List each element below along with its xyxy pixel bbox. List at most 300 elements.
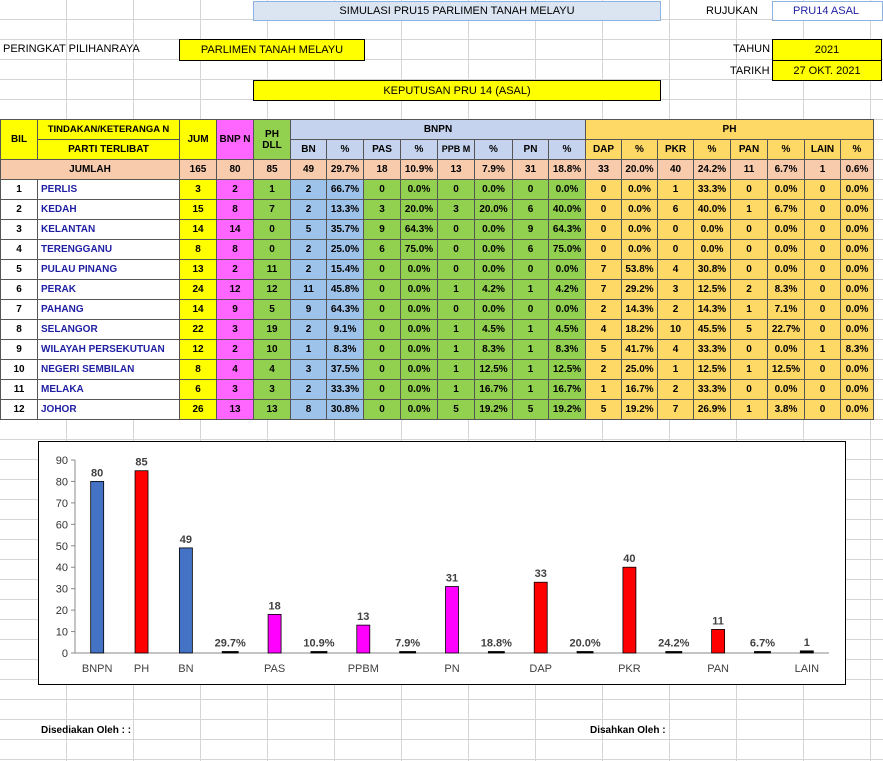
row-cell[interactable]: 0.0%: [841, 280, 874, 300]
table-row: [1, 240, 874, 260]
row-cell[interactable]: 6: [364, 240, 401, 260]
row-cell[interactable]: 22.7%: [768, 320, 805, 340]
row-cell[interactable]: 64.3%: [327, 300, 364, 320]
row-cell[interactable]: 0.0%: [622, 200, 658, 220]
row-cell[interactable]: 0.0%: [694, 220, 731, 240]
y-tick-label: 80: [55, 476, 68, 489]
row-state-name: JOHOR: [38, 400, 180, 420]
row-cell[interactable]: 19.2%: [475, 400, 513, 420]
row-cell[interactable]: 3: [254, 380, 291, 400]
col-tindakan: TINDAKAN/KETERANGA N: [38, 120, 180, 140]
subhead-13: %: [768, 140, 805, 160]
row-cell[interactable]: 64.3%: [549, 220, 586, 240]
row-cell[interactable]: 0.0%: [841, 360, 874, 380]
y-tick-label: 20: [55, 605, 68, 618]
row-cell[interactable]: 0: [805, 220, 841, 240]
data-label: 40: [623, 553, 636, 566]
row-cell[interactable]: 0.0%: [841, 180, 874, 200]
row-cell[interactable]: 0.0%: [841, 200, 874, 220]
row-cell[interactable]: 0.0%: [475, 220, 513, 240]
row-cell[interactable]: 0: [438, 180, 475, 200]
row-cell[interactable]: 7: [658, 400, 694, 420]
x-tick-label: PAN: [707, 663, 730, 675]
jumlah-cell: 18.8%: [549, 160, 586, 180]
row-cell[interactable]: 3: [438, 200, 475, 220]
subhead-3: %: [401, 140, 438, 160]
row-cell[interactable]: 0.0%: [401, 300, 438, 320]
row-cell[interactable]: 0: [438, 300, 475, 320]
row-cell[interactable]: 2: [291, 380, 327, 400]
row-cell[interactable]: 12: [217, 280, 254, 300]
row-cell[interactable]: 45.8%: [327, 280, 364, 300]
row-cell[interactable]: 19: [254, 320, 291, 340]
row-cell[interactable]: 5: [438, 400, 475, 420]
row-cell[interactable]: 0: [805, 280, 841, 300]
tahun-value[interactable]: 2021: [772, 39, 882, 61]
row-cell[interactable]: 7.1%: [768, 300, 805, 320]
row-cell[interactable]: 0: [731, 340, 768, 360]
row-cell[interactable]: 53.8%: [622, 260, 658, 280]
data-label: 24.2%: [658, 637, 690, 650]
row-cell[interactable]: 0.0%: [841, 220, 874, 240]
row-cell[interactable]: 0.0%: [768, 260, 805, 280]
row-cell[interactable]: 45.5%: [694, 320, 731, 340]
bar-ppbm-: [400, 652, 416, 654]
bar-bnpn: [91, 481, 104, 653]
row-cell[interactable]: 2: [291, 260, 327, 280]
row-cell[interactable]: 1: [438, 320, 475, 340]
row-cell[interactable]: 11: [254, 260, 291, 280]
row-cell[interactable]: 66.7%: [327, 180, 364, 200]
row-cell[interactable]: 18.2%: [622, 320, 658, 340]
row-cell[interactable]: 5: [586, 340, 622, 360]
row-cell[interactable]: 7: [586, 280, 622, 300]
row-bil: 4: [1, 240, 38, 260]
row-cell[interactable]: 8: [291, 400, 327, 420]
row-cell[interactable]: 26.9%: [694, 400, 731, 420]
row-cell[interactable]: 2: [217, 180, 254, 200]
row-bil: 5: [1, 260, 38, 280]
row-cell[interactable]: 19.2%: [622, 400, 658, 420]
row-cell[interactable]: 2: [731, 280, 768, 300]
y-tick-label: 60: [55, 519, 68, 532]
jumlah-cell: 31: [513, 160, 549, 180]
row-cell[interactable]: 0.0%: [475, 240, 513, 260]
data-label: 49: [179, 533, 193, 546]
row-cell[interactable]: 9: [513, 220, 549, 240]
row-cell[interactable]: 20.0%: [401, 200, 438, 220]
row-cell[interactable]: 75.0%: [549, 240, 586, 260]
chart-svg: [39, 442, 845, 684]
row-cell[interactable]: 6: [513, 200, 549, 220]
rujukan-value[interactable]: PRU14 ASAL: [772, 1, 883, 21]
y-tick-label: 70: [55, 497, 68, 510]
row-cell[interactable]: 1: [731, 200, 768, 220]
row-cell[interactable]: 20.0%: [475, 200, 513, 220]
table-row: [1, 300, 874, 320]
row-cell[interactable]: 8.3%: [768, 280, 805, 300]
row-cell[interactable]: 1: [438, 380, 475, 400]
row-cell[interactable]: 16.7%: [622, 380, 658, 400]
row-cell[interactable]: 15.4%: [327, 260, 364, 280]
row-cell[interactable]: 13: [217, 400, 254, 420]
row-cell[interactable]: 4.2%: [475, 280, 513, 300]
row-cell[interactable]: 0.0%: [694, 240, 731, 260]
row-cell[interactable]: 0: [805, 200, 841, 220]
row-cell[interactable]: 1: [658, 360, 694, 380]
row-cell[interactable]: 0.0%: [841, 260, 874, 280]
row-cell[interactable]: 3: [658, 280, 694, 300]
row-cell[interactable]: 4: [254, 360, 291, 380]
row-cell[interactable]: 0: [731, 380, 768, 400]
row-cell[interactable]: 6.7%: [768, 200, 805, 220]
row-cell[interactable]: 0: [364, 260, 401, 280]
row-cell[interactable]: 40.0%: [549, 200, 586, 220]
row-cell[interactable]: 75.0%: [401, 240, 438, 260]
row-cell[interactable]: 3: [217, 380, 254, 400]
row-cell[interactable]: 0.0%: [841, 320, 874, 340]
row-cell[interactable]: 14: [217, 220, 254, 240]
row-cell[interactable]: 33.3%: [327, 380, 364, 400]
keputusan-banner: KEPUTUSAN PRU 14 (ASAL): [253, 80, 661, 101]
row-cell[interactable]: 1: [658, 180, 694, 200]
row-cell[interactable]: 4: [658, 340, 694, 360]
data-label: 1: [803, 636, 810, 649]
row-cell[interactable]: 29.2%: [622, 280, 658, 300]
row-state-name: WILAYAH PERSEKUTUAN: [38, 340, 180, 360]
y-tick-label: 0: [61, 648, 68, 660]
row-cell[interactable]: 2: [586, 300, 622, 320]
row-cell[interactable]: 0.0%: [841, 380, 874, 400]
row-cell[interactable]: 1: [731, 300, 768, 320]
row-cell[interactable]: 1: [586, 380, 622, 400]
jumlah-cell: 11: [731, 160, 768, 180]
row-cell[interactable]: 30.8%: [327, 400, 364, 420]
row-cell[interactable]: 0: [586, 200, 622, 220]
row-cell[interactable]: 1: [291, 340, 327, 360]
row-cell[interactable]: 40.0%: [694, 200, 731, 220]
row-cell[interactable]: 0: [438, 260, 475, 280]
peringkat-value[interactable]: PARLIMEN TANAH MELAYU: [179, 39, 365, 61]
col-parti: PARTI TERLIBAT: [38, 140, 180, 160]
row-cell[interactable]: 6: [180, 380, 217, 400]
subhead-5: %: [475, 140, 513, 160]
row-cell[interactable]: 0: [805, 320, 841, 340]
row-cell[interactable]: 2: [291, 180, 327, 200]
row-cell[interactable]: 0.0%: [549, 260, 586, 280]
row-cell[interactable]: 0.0%: [549, 300, 586, 320]
row-cell[interactable]: 33.3%: [694, 180, 731, 200]
jumlah-cell: 6.7%: [768, 160, 805, 180]
bar-dap-: [577, 652, 593, 654]
row-cell[interactable]: 1: [513, 340, 549, 360]
row-cell[interactable]: 8: [180, 240, 217, 260]
row-cell[interactable]: 14.3%: [622, 300, 658, 320]
row-cell[interactable]: 5: [513, 400, 549, 420]
row-cell[interactable]: 5: [254, 300, 291, 320]
row-cell[interactable]: 13: [180, 260, 217, 280]
row-cell[interactable]: 24: [180, 280, 217, 300]
row-cell[interactable]: 0.0%: [401, 360, 438, 380]
jumlah-cell: 20.0%: [622, 160, 658, 180]
row-bil: 11: [1, 380, 38, 400]
row-cell[interactable]: 5: [731, 320, 768, 340]
row-cell[interactable]: 8: [180, 360, 217, 380]
row-cell[interactable]: 0: [513, 180, 549, 200]
row-cell[interactable]: 7: [254, 200, 291, 220]
row-cell[interactable]: 0.0%: [622, 240, 658, 260]
row-state-name: MELAKA: [38, 380, 180, 400]
col-bnpn: BNP N: [217, 120, 254, 160]
row-cell[interactable]: 37.5%: [327, 360, 364, 380]
jumlah-cell: 24.2%: [694, 160, 731, 180]
row-cell[interactable]: 1: [731, 400, 768, 420]
row-cell[interactable]: 6: [658, 200, 694, 220]
row-bil: 6: [1, 280, 38, 300]
row-cell[interactable]: 5: [586, 400, 622, 420]
jumlah-cell: 10.9%: [401, 160, 438, 180]
row-cell[interactable]: 30.8%: [694, 260, 731, 280]
row-cell[interactable]: 2: [658, 380, 694, 400]
row-cell[interactable]: 9: [364, 220, 401, 240]
row-cell[interactable]: 2: [291, 320, 327, 340]
data-label: 18.8%: [480, 637, 512, 650]
subhead-6: PN: [513, 140, 549, 160]
row-state-name: PULAU PINANG: [38, 260, 180, 280]
row-cell[interactable]: 7: [586, 260, 622, 280]
row-cell[interactable]: 10: [658, 320, 694, 340]
row-cell[interactable]: 12: [254, 280, 291, 300]
tarikh-value[interactable]: 27 OKT. 2021: [772, 60, 882, 81]
row-cell[interactable]: 10: [254, 340, 291, 360]
row-cell[interactable]: 0: [254, 220, 291, 240]
bar-pn-: [488, 652, 504, 654]
row-cell[interactable]: 1: [254, 180, 291, 200]
row-cell[interactable]: 13.3%: [327, 200, 364, 220]
row-cell[interactable]: 0.0%: [549, 180, 586, 200]
bar-pkr-: [666, 652, 682, 654]
row-cell[interactable]: 3: [180, 180, 217, 200]
data-label: 29.7%: [214, 637, 246, 650]
row-cell[interactable]: 0: [438, 240, 475, 260]
row-cell[interactable]: 0: [805, 400, 841, 420]
table-row: [1, 400, 874, 420]
row-cell[interactable]: 0: [805, 240, 841, 260]
row-cell[interactable]: 4.5%: [549, 320, 586, 340]
row-cell[interactable]: 0.0%: [401, 260, 438, 280]
row-cell[interactable]: 2: [217, 340, 254, 360]
row-cell[interactable]: 0.0%: [475, 260, 513, 280]
row-cell[interactable]: 6: [513, 240, 549, 260]
row-cell[interactable]: 12.5%: [768, 360, 805, 380]
row-cell[interactable]: 0: [731, 240, 768, 260]
row-cell[interactable]: 0: [805, 180, 841, 200]
row-cell[interactable]: 22: [180, 320, 217, 340]
row-cell[interactable]: 25.0%: [327, 240, 364, 260]
row-cell[interactable]: 0.0%: [622, 180, 658, 200]
row-cell[interactable]: 0: [364, 360, 401, 380]
row-cell[interactable]: 9: [217, 300, 254, 320]
row-state-name: KELANTAN: [38, 220, 180, 240]
row-cell[interactable]: 1: [513, 280, 549, 300]
row-cell[interactable]: 3: [291, 360, 327, 380]
row-cell[interactable]: 12.5%: [549, 360, 586, 380]
row-cell[interactable]: 12.5%: [694, 280, 731, 300]
row-cell[interactable]: 3: [364, 200, 401, 220]
bar-dap: [534, 582, 547, 653]
row-cell[interactable]: 5: [291, 220, 327, 240]
jumlah-cell: 80: [217, 160, 254, 180]
row-cell[interactable]: 14: [180, 300, 217, 320]
row-cell[interactable]: 0: [364, 320, 401, 340]
row-cell[interactable]: 0.0%: [401, 340, 438, 360]
row-cell[interactable]: 0: [731, 220, 768, 240]
row-cell[interactable]: 0: [731, 180, 768, 200]
row-cell[interactable]: 0: [364, 280, 401, 300]
row-cell[interactable]: 8.3%: [327, 340, 364, 360]
row-cell[interactable]: 0: [805, 380, 841, 400]
row-cell[interactable]: 0: [364, 400, 401, 420]
row-cell[interactable]: 4: [586, 320, 622, 340]
row-cell[interactable]: 9: [291, 300, 327, 320]
row-cell[interactable]: 2: [586, 360, 622, 380]
row-cell[interactable]: 33.3%: [694, 380, 731, 400]
row-cell[interactable]: 0.0%: [768, 240, 805, 260]
row-cell[interactable]: 8: [217, 240, 254, 260]
row-cell[interactable]: 0.0%: [401, 280, 438, 300]
row-cell[interactable]: 0.0%: [768, 340, 805, 360]
row-cell[interactable]: 0: [658, 240, 694, 260]
row-cell[interactable]: 0: [805, 360, 841, 380]
row-cell[interactable]: 1: [513, 360, 549, 380]
row-cell[interactable]: 0.0%: [622, 220, 658, 240]
data-label: 18: [268, 600, 281, 613]
row-cell[interactable]: 0: [364, 180, 401, 200]
row-cell[interactable]: 0.0%: [841, 300, 874, 320]
row-cell[interactable]: 0: [586, 180, 622, 200]
row-bil: 8: [1, 320, 38, 340]
row-cell[interactable]: 0.0%: [768, 380, 805, 400]
row-cell[interactable]: 64.3%: [401, 220, 438, 240]
subhead-11: %: [694, 140, 731, 160]
row-cell[interactable]: 15: [180, 200, 217, 220]
jumlah-cell: 33: [586, 160, 622, 180]
row-cell[interactable]: 1: [805, 340, 841, 360]
row-cell[interactable]: 16.7%: [475, 380, 513, 400]
row-cell[interactable]: 0.0%: [401, 380, 438, 400]
row-cell[interactable]: 0.0%: [475, 180, 513, 200]
row-cell[interactable]: 0: [658, 220, 694, 240]
row-cell[interactable]: 8: [217, 200, 254, 220]
subhead-2: PAS: [364, 140, 401, 160]
row-bil: 1: [1, 180, 38, 200]
row-cell[interactable]: 2: [658, 300, 694, 320]
jumlah-cell: 49: [291, 160, 327, 180]
row-cell[interactable]: 16.7%: [549, 380, 586, 400]
row-cell[interactable]: 14.3%: [694, 300, 731, 320]
row-cell[interactable]: 9.1%: [327, 320, 364, 340]
row-cell[interactable]: 14: [180, 220, 217, 240]
row-cell[interactable]: 1: [513, 380, 549, 400]
row-cell[interactable]: 12: [180, 340, 217, 360]
row-cell[interactable]: 4.5%: [475, 320, 513, 340]
row-cell[interactable]: 0: [586, 220, 622, 240]
row-cell[interactable]: 35.7%: [327, 220, 364, 240]
x-tick-label: PH: [133, 663, 150, 675]
data-label: 7.9%: [395, 637, 421, 650]
row-cell[interactable]: 0.0%: [401, 400, 438, 420]
row-cell[interactable]: 25.0%: [622, 360, 658, 380]
group-bnpn: BNPN: [291, 120, 586, 140]
row-cell[interactable]: 0.0%: [841, 240, 874, 260]
row-cell[interactable]: 3: [217, 320, 254, 340]
row-cell[interactable]: 41.7%: [622, 340, 658, 360]
row-cell[interactable]: 1: [438, 360, 475, 380]
row-cell[interactable]: 0: [586, 240, 622, 260]
row-cell[interactable]: 1: [438, 340, 475, 360]
jumlah-cell: 0.6%: [841, 160, 874, 180]
row-cell[interactable]: 0.0%: [401, 180, 438, 200]
row-cell[interactable]: 1: [438, 280, 475, 300]
row-cell[interactable]: 0.0%: [768, 220, 805, 240]
row-cell[interactable]: 0: [513, 260, 549, 280]
row-cell[interactable]: 8.3%: [549, 340, 586, 360]
row-cell[interactable]: 0: [364, 300, 401, 320]
row-cell[interactable]: 8.3%: [841, 340, 874, 360]
row-cell[interactable]: 0: [805, 300, 841, 320]
row-cell[interactable]: 2: [291, 240, 327, 260]
row-cell[interactable]: 0: [254, 240, 291, 260]
row-cell[interactable]: 0: [364, 380, 401, 400]
row-cell[interactable]: 12.5%: [475, 360, 513, 380]
row-cell[interactable]: 13: [254, 400, 291, 420]
row-bil: 7: [1, 300, 38, 320]
row-cell[interactable]: 33.3%: [694, 340, 731, 360]
tahun-label: TAHUN: [733, 43, 771, 55]
row-cell[interactable]: 3.8%: [768, 400, 805, 420]
jumlah-cell: 29.7%: [327, 160, 364, 180]
row-cell[interactable]: 1: [513, 320, 549, 340]
subhead-7: %: [549, 140, 586, 160]
jumlah-label: JUMLAH: [1, 160, 180, 180]
row-cell[interactable]: 4: [658, 260, 694, 280]
row-cell[interactable]: 0.0%: [401, 320, 438, 340]
table-row: [1, 380, 874, 400]
row-cell[interactable]: 2: [217, 260, 254, 280]
row-cell[interactable]: 11: [291, 280, 327, 300]
row-cell[interactable]: 12.5%: [694, 360, 731, 380]
row-cell[interactable]: 0.0%: [768, 180, 805, 200]
row-cell[interactable]: 0: [731, 260, 768, 280]
row-state-name: KEDAH: [38, 200, 180, 220]
row-cell[interactable]: 8.3%: [475, 340, 513, 360]
row-cell[interactable]: 2: [291, 200, 327, 220]
row-cell[interactable]: 0: [513, 300, 549, 320]
row-cell[interactable]: 19.2%: [549, 400, 586, 420]
row-cell[interactable]: 1: [731, 360, 768, 380]
row-cell[interactable]: 0.0%: [475, 300, 513, 320]
row-cell[interactable]: 4: [217, 360, 254, 380]
col-jum: JUM: [180, 120, 217, 160]
sheet-title: SIMULASI PRU15 PARLIMEN TANAH MELAYU: [253, 1, 661, 21]
data-label: 85: [135, 456, 148, 469]
row-cell[interactable]: 0: [805, 260, 841, 280]
row-cell[interactable]: 4.2%: [549, 280, 586, 300]
row-cell[interactable]: 0: [364, 340, 401, 360]
row-cell[interactable]: 26: [180, 400, 217, 420]
row-cell[interactable]: 0.0%: [841, 400, 874, 420]
row-cell[interactable]: 0: [438, 220, 475, 240]
